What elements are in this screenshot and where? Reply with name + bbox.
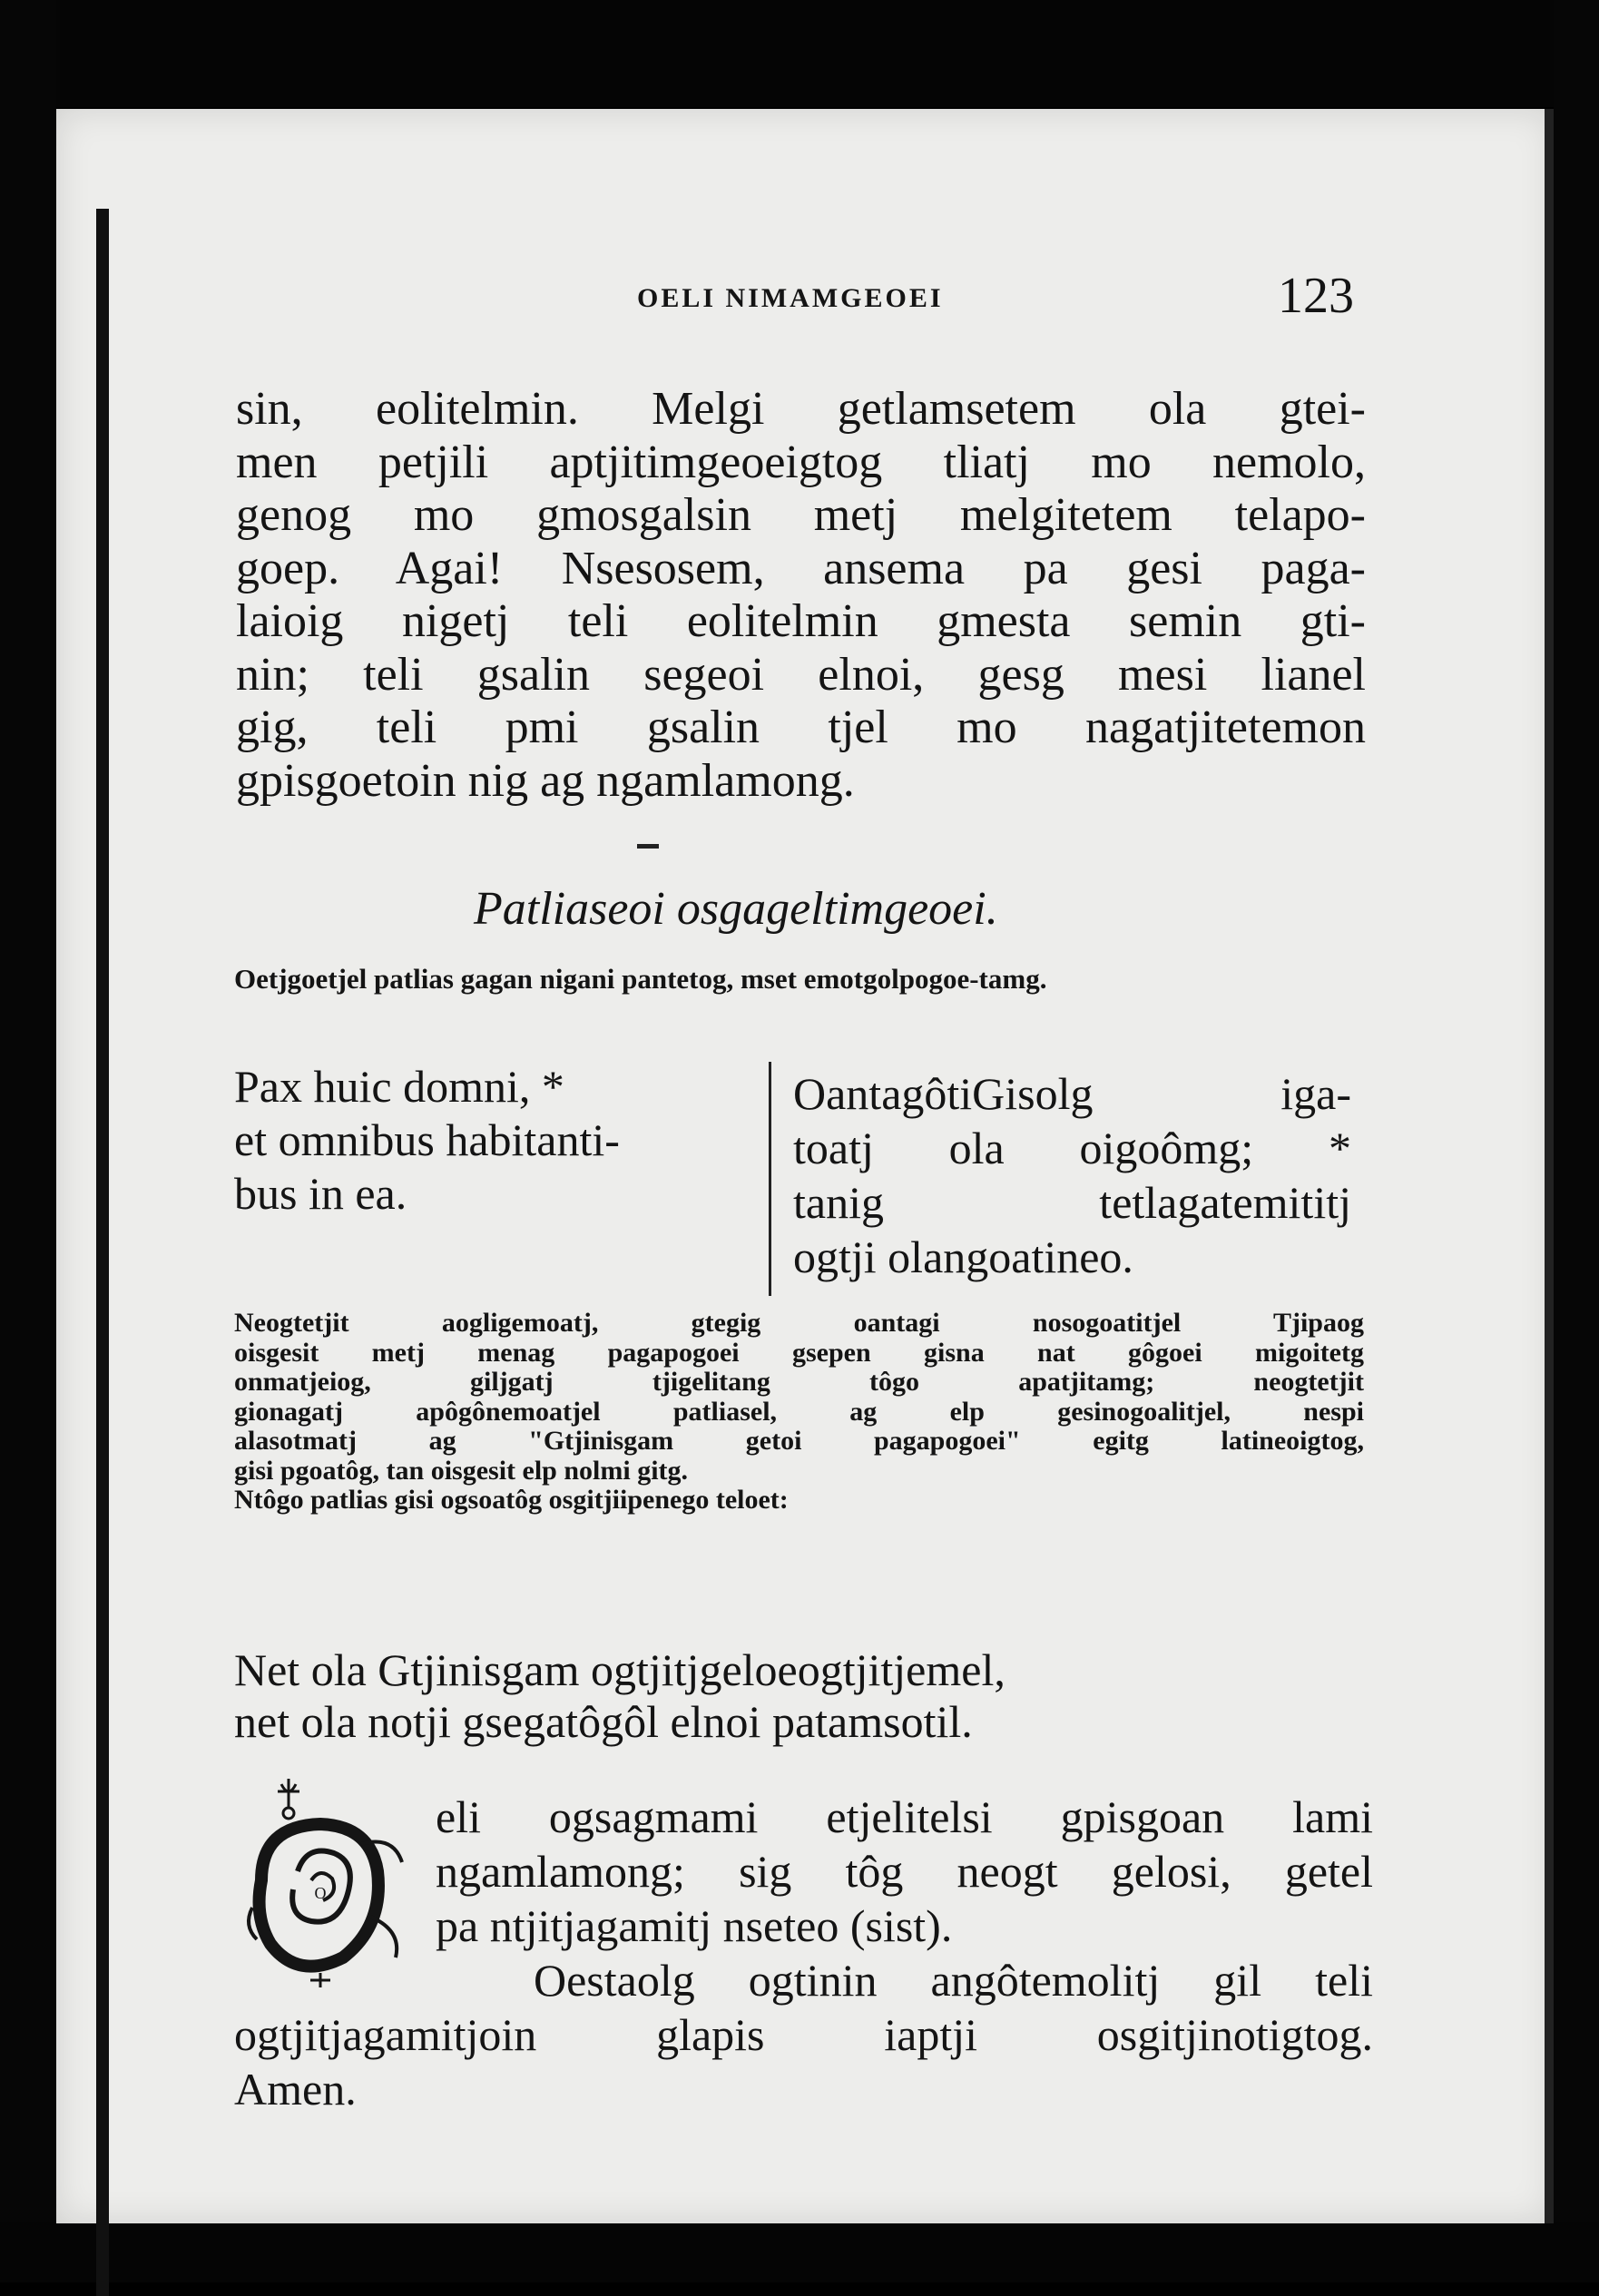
latin-line: et omnibus habitanti-: [234, 1114, 620, 1165]
rubric-line: oisgesit metj menag pagapogoei gsepen gisna nat gôgoei migoitetg: [234, 1337, 1364, 1368]
section-title: Patliaseoi osgageltimgeoei.: [474, 883, 998, 935]
micmac-column: [793, 1066, 1351, 1284]
verse-line: Net ola Gtjinisgam ogtjitjgeloeogtjitjemel,: [234, 1644, 1006, 1695]
rubric-line: alasotmatj ag "Gtjinisgam getoi pagapogoei" egitg latineoigtog,: [234, 1426, 1364, 1456]
rubric-instruction: Oetjgoetjel patlias gagan nigani pantetog, mset emotgolpogoe-tamg.: [234, 963, 1047, 995]
rubric-note: [234, 1309, 1364, 1516]
prayer-line: Oestaolg ogtinin angôtemolitj gil teli: [534, 1955, 1373, 2006]
scan-border-top: [0, 0, 1599, 107]
latin-line: bus in ea.: [234, 1168, 407, 1219]
body-line: men petjili aptjitimgeoeigtog tliatj mo nemolo,: [236, 436, 1366, 488]
body-paragraph: [236, 383, 1366, 808]
body-line: gpisgoetoin nig ag ngamlamong.: [236, 754, 855, 807]
running-head: OELI NIMAMGEOEI: [637, 283, 944, 313]
verse-line: net ola notji gsegatôgôl elnoi patamsotil.: [234, 1696, 973, 1747]
rubric-line: onmatjeiog, giljgatj tjigelitang tôgo apatjitamg; neogtetjit: [234, 1367, 1364, 1397]
micmac-line: OantagôtiGisolg iga-: [793, 1068, 1351, 1119]
rubric-line: gionagatj apôgônemoatjel patliasel, ag elp gesinogoalitjel, nespi: [234, 1396, 1364, 1427]
body-line: nin; teli gsalin segeoi elnoi, gesg mesi lianel: [236, 648, 1366, 701]
latin-column: [234, 1060, 770, 1221]
svg-text:O: O: [314, 1884, 327, 1902]
page-header: [583, 268, 1526, 324]
page-number: 123: [1278, 268, 1354, 324]
prayer-line: ngamlamong; sig tôg neogt gelosi, getel: [436, 1846, 1373, 1897]
body-line: goep. Agai! Nsesosem, ansema pa gesi paga-: [236, 542, 1366, 594]
micmac-line: tanig tetlagatemititj: [793, 1177, 1351, 1228]
rubric-line: gisi pgoatôg, tan oisgesit elp nolmi gitg.: [234, 1455, 689, 1486]
body-line: sin, eolitelmin. Melgi getlamsetem ola gtei-: [236, 383, 1366, 435]
scan-border-left: [0, 0, 56, 2282]
separator-dash: [637, 844, 659, 849]
micmac-line: toatj ola oigoômg; *: [793, 1123, 1351, 1173]
micmac-line: ogtji olangoatineo.: [793, 1231, 1133, 1282]
body-line: laioig nigetj teli eolitelmin gmesta semin gti-: [236, 595, 1366, 647]
scan-border-bottom: [0, 2222, 1599, 2282]
rubric-line: Ntôgo patlias gisi ogsoatôg osgitjiipenego teloet:: [234, 1485, 789, 1515]
prayer-text: [234, 1790, 1373, 2116]
verse: [234, 1644, 1373, 1748]
scan-border-right: [1554, 0, 1599, 2282]
prayer-line: Amen.: [234, 2064, 357, 2114]
latin-line: Pax huic domni, *: [234, 1061, 564, 1112]
column-divider: [769, 1062, 771, 1296]
prayer-line: eli ogsagmami etjelitelsi gpisgoan lami: [436, 1791, 1373, 1842]
rubric-line: Neogtetjit aogligemoatj, gtegig oantagi nosogoatitjel Tjipaog: [234, 1308, 1364, 1338]
page-content: [56, 109, 1554, 2223]
prayer-line: pa ntjitjagamitj nseteo (sist).: [436, 1900, 953, 1951]
body-line: gig, teli pmi gsalin tjel mo nagatjitetemon: [236, 702, 1366, 753]
body-line: genog mo gmosgalsin metj melgitetem telapo-: [236, 489, 1366, 541]
book-page: [56, 109, 1554, 2223]
prayer-line: ogtjitjagamitjoin glapis iaptji osgitjinotigtog.: [234, 2009, 1373, 2060]
